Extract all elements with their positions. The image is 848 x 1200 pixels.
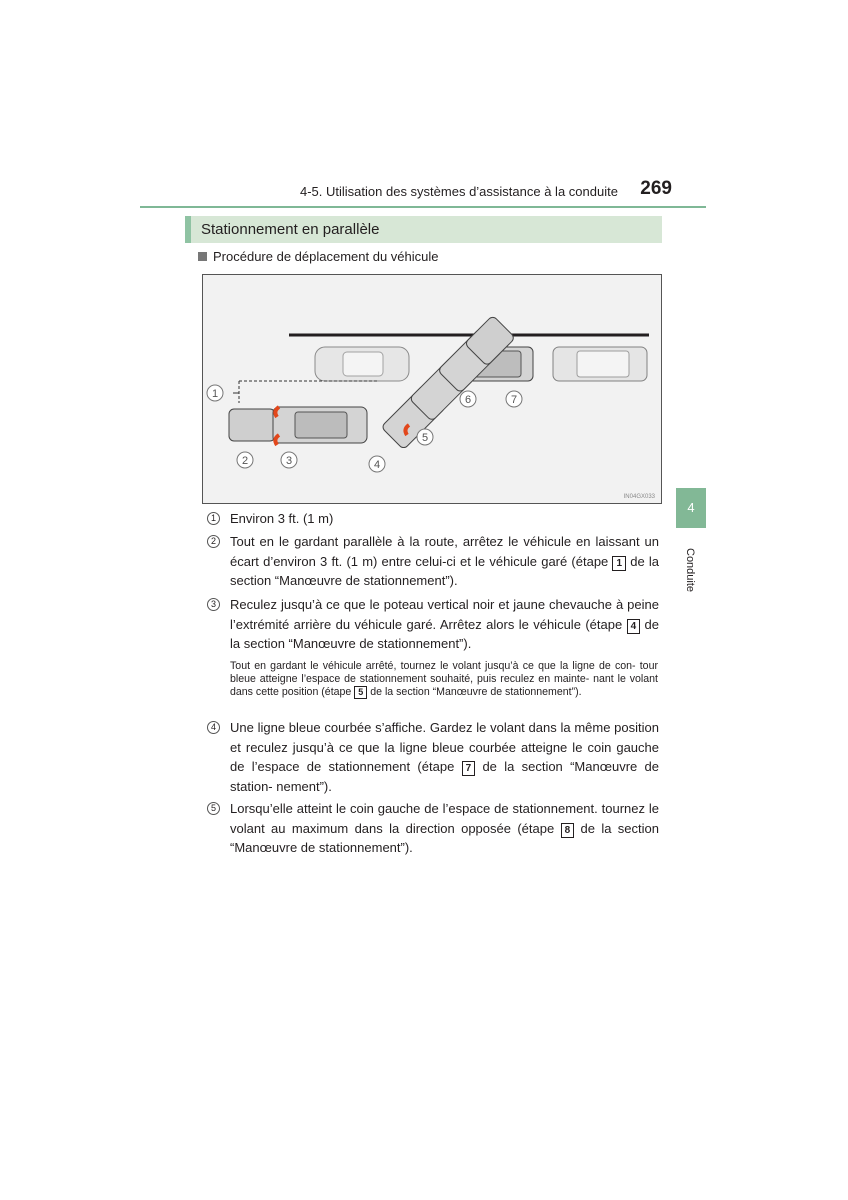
item-text-part: de la section “Manœuvre de stationnement”). — [230, 616, 659, 651]
parking-illustration — [203, 275, 661, 503]
subheading-text: Procédure de déplacement du véhicule — [213, 249, 439, 264]
section-title: Stationnement en parallèle — [201, 221, 380, 238]
item-text — [230, 532, 659, 591]
chapter-label: Conduite — [684, 548, 696, 593]
step-box: 8 — [561, 823, 575, 838]
item-text-part: Une ligne bleue courbée s’affiche. Gardez le volant dans la même position et reculez jusqu’à ce que la ligne bleue courbée atteigne le coin gauche de l’espace de stationnement (étape — [230, 720, 659, 774]
step-box: 7 — [462, 761, 476, 776]
item-text — [230, 718, 659, 796]
item-number: 4 — [207, 721, 220, 734]
callout-6: 6 — [464, 394, 472, 406]
parked-car-rear — [553, 347, 647, 381]
item-text — [230, 799, 659, 858]
callout-5: 5 — [421, 432, 429, 444]
distance-bracket — [239, 381, 379, 403]
callout-2: 2 — [241, 455, 249, 467]
item-text: Environ 3 ft. (1 m) — [230, 511, 334, 526]
callout-1: 1 — [211, 388, 219, 400]
parked-car-front — [315, 347, 409, 381]
callout-3: 3 — [285, 455, 293, 467]
car-start — [229, 407, 367, 443]
figure-code: IN04GX033 — [623, 494, 655, 500]
chapter-tab[interactable]: 4 — [676, 488, 706, 528]
item-number: 5 — [207, 802, 220, 815]
list-item — [207, 509, 659, 529]
item-text-part: de la section “Manœuvre de stationnement”). — [230, 553, 659, 588]
section-header — [185, 216, 662, 243]
item-text-part: Tout en le gardant parallèle à la route, arrêtez le véhicule en laissant un écart d’environ 3 ft. (1 m) entre celui-ci et le véhicule garé (étape — [230, 534, 659, 569]
step-box: 1 — [612, 556, 626, 571]
list-item — [207, 595, 659, 654]
header-title: 4-5. Utilisation des systèmes d’assistance à la conduite — [300, 184, 618, 199]
callout-4: 4 — [373, 459, 381, 471]
item-number: 2 — [207, 535, 220, 548]
list-item — [207, 799, 659, 858]
item-text-part: Lorsqu’elle atteint le coin gauche de l’espace de stationnement. tournez le volant au maximum dans la direction opposée (étape — [230, 801, 659, 836]
item-text-part: Reculez jusqu’à ce que le poteau vertical noir et jaune chevauche à peine l’extrémité arrière du véhicule garé. Arrêtez alors le véhicule (étape — [230, 597, 659, 632]
item-text — [230, 595, 659, 654]
step-box: 5 — [354, 686, 367, 699]
header-divider — [140, 206, 706, 208]
callout-7: 7 — [510, 394, 518, 406]
parking-diagram — [202, 274, 662, 504]
note-text-part: de la section “Manœuvre de stationnement”). — [367, 686, 582, 698]
note-text-part: Tout en gardant le véhicule arrêté, tournez le volant jusqu’à ce que la ligne de con- tour bleue atteigne l’espace de stationnement souhaité, puis reculez en mainte- nant le volant dans cette position (étape — [230, 660, 658, 698]
item-text-part: de la section “Manœuvre de station- nement”). — [230, 759, 660, 794]
item-number: 1 — [207, 512, 220, 525]
page-number: 269 — [640, 178, 672, 199]
item-number: 3 — [207, 598, 220, 611]
list-item — [207, 532, 659, 591]
note-text — [230, 660, 658, 699]
item-text-part: de la section “Manœuvre de stationnement”). — [230, 820, 659, 855]
square-bullet-icon — [198, 252, 207, 261]
subheading — [198, 249, 438, 264]
step-box: 4 — [627, 619, 641, 634]
list-item — [207, 718, 659, 796]
